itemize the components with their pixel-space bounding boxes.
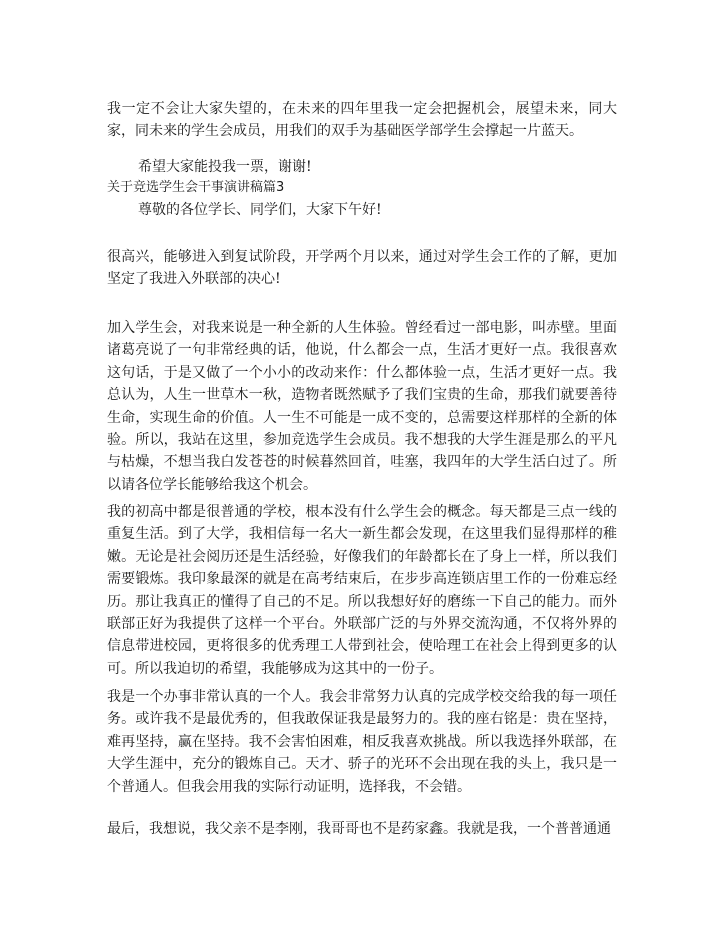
paragraph-personality: 我是一个办事非常认真的一个人。我会非常努力认真的完成学校交给我的每一项任务。或许我不是最优秀的，但我敢保证我是最努力的。我的座右铭是：贵在坚持，难再坚持，赢在坚持。我不会害怕困难，相反我喜欢挑战。所以我选择外联部，在大学生涯中，充分的锻炼自己。天才、骄子的光环不会出现在我的头上，我只是一个普通人。但我会用我的实际行动证明，选择我，不会错。 <box>107 689 617 795</box>
paragraph-background: 我的初高中都是很普通的学校，根本没有什么学生会的概念。每天都是三点一线的重复生活。到了大学，我相信每一名大一新生都会发现，在这里我们显得那样的稚嫩。无论是社会阅历还是生活经验，好像我们的年龄都长在了身上一样，所以我们需要锻炼。我印象最深的就是在高考结束后，在步步高连锁店里工作的一份难忘经历。那让我真正的懂得了自己的不足。所以我想好好的磨练一下自己的能力。而外联部正好为我提供了这样一个平台。外联部广泛的与外界交流沟通，不仅将外界的信息带进校园，更将很多的优秀理工人带到社会，使哈理工在社会上得到更多的认可。所以我迫切的希望，我能够成为这其中的一份子。 <box>107 504 617 677</box>
paragraph-intro: 很高兴，能够进入到复试阶段，开学两个月以来，通过对学生会工作的了解，更加坚定了我进入外联部的决心! <box>107 249 617 288</box>
paragraph-vote-request: 希望大家能投我一票，谢谢! <box>138 159 312 175</box>
paragraph-joining: 加入学生会，对我来说是一种全新的人生体验。曾经看过一部电影，叫赤壁。里面诸葛亮说了一句非常经典的话，他说，什么都会一点，生活才更好一点。我很喜欢这句话，于是又做了一个小小的改动来作：什么都体验一点，生活才更好一点。我总认为，人生一世草木一秋，造物者既然赋予了我们宝贵的生命，那我们就要善待生命，实现生命的价值。人一生不可能是一成不变的，总需要这样那样的全新的体验。所以，我站在这里，参加竞选学生会成员。我不想我的大学生涯是那么的平凡与枯燥，不想当我白发苍苍的时候暮然回首，哇塞，我四年的大学生活白过了。所以请各位学长能够给我这个机会。 <box>107 320 617 493</box>
paragraph-conclusion: 最后，我想说，我父亲不是李刚，我哥哥也不是药家鑫。我就是我，一个普普通通 <box>107 821 611 837</box>
greeting-line: 尊敬的各位学长、同学们，大家下午好! <box>138 202 382 218</box>
section-heading: 关于竞选学生会干事演讲稿篇3 <box>107 180 285 195</box>
paragraph-closing-promise: 我一定不会让大家失望的，在未来的四年里我一定会把握机会，展望未来，同大家，同未来的学生会成员，用我们的双手为基础医学部学生会撑起一片蓝天。 <box>107 101 617 140</box>
